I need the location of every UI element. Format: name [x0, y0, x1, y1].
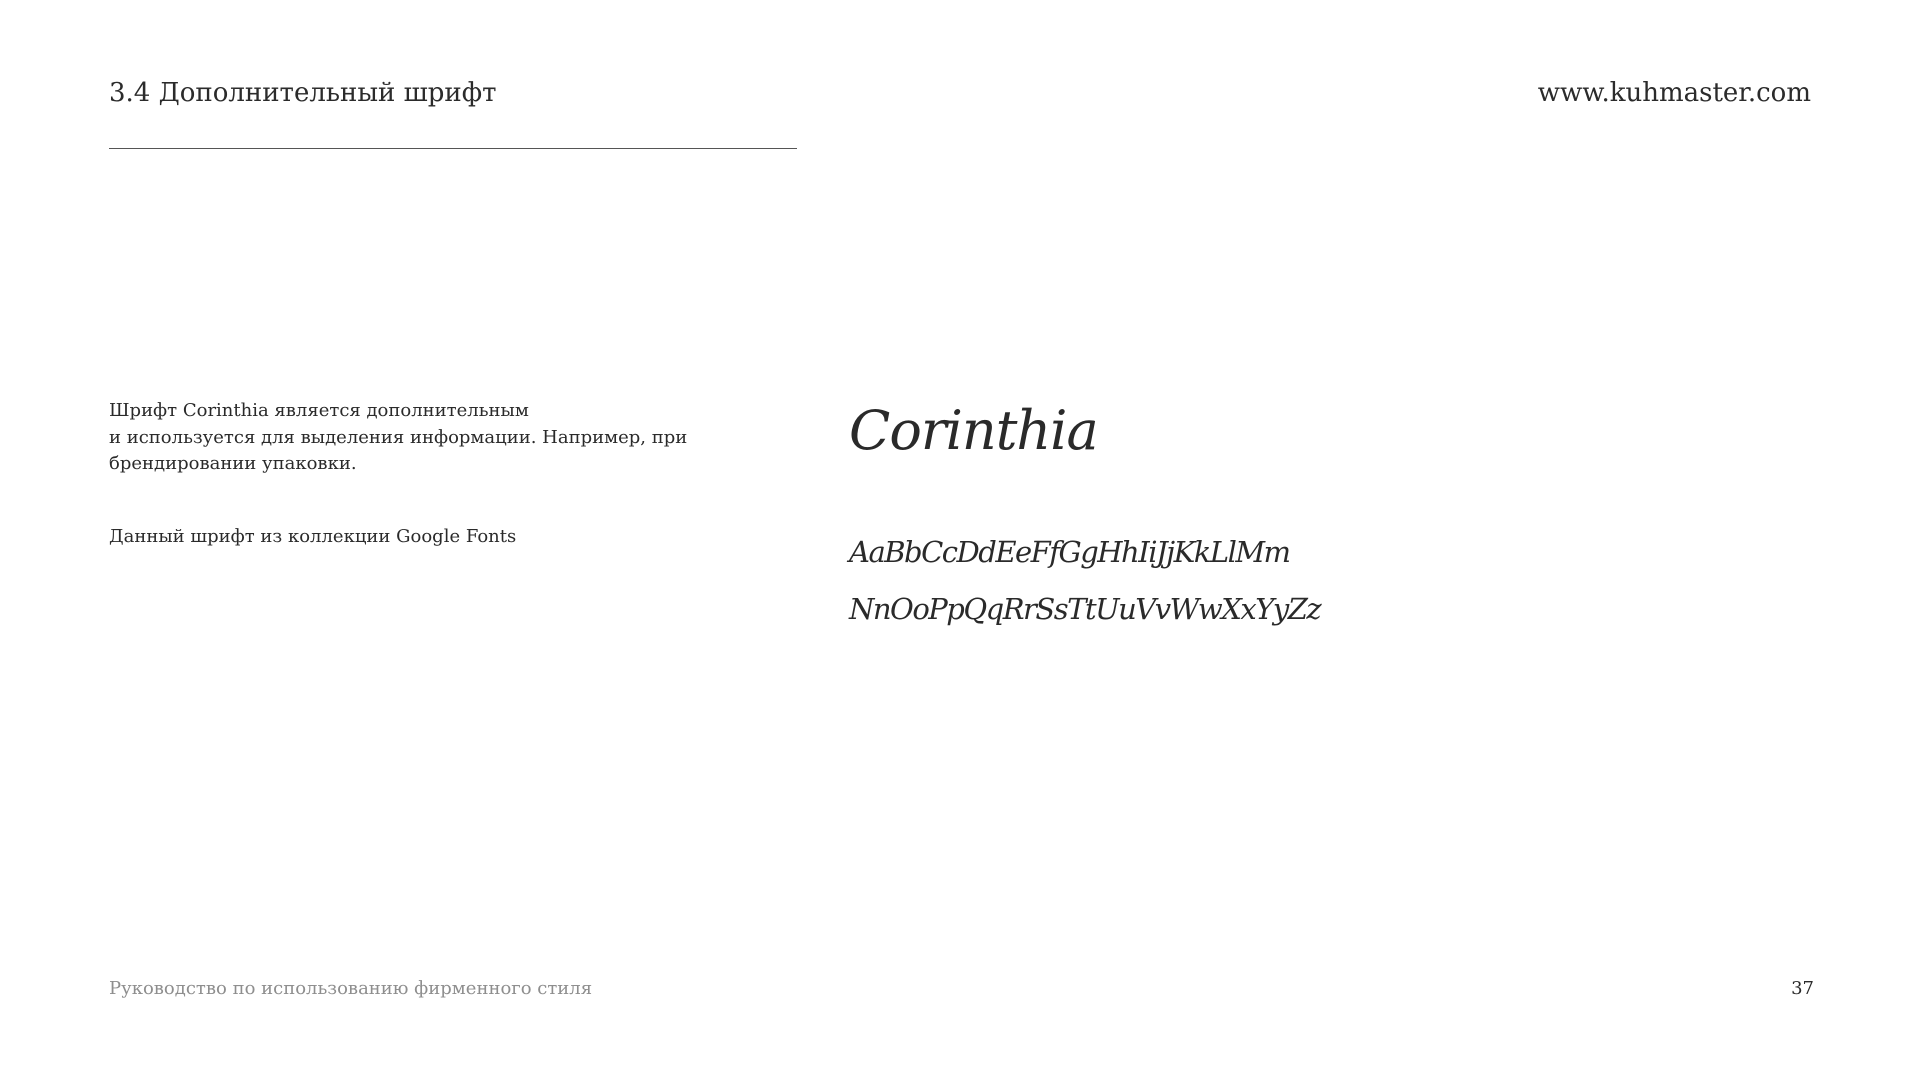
font-description	[109, 398, 709, 550]
description-line-1: Шрифт Corinthia является дополнительным	[109, 400, 529, 421]
page-number: 37	[1791, 978, 1814, 999]
alphabet-line-2: NnOoPpQqRrSsTtUuVvWwXxYyZz	[849, 592, 1321, 626]
description-line-2: и используется для выделения информации. Например, при	[109, 426, 688, 448]
alphabet-line-1: AaBbCcDdEeFfGgHhIiJjKkLlMm	[849, 535, 1290, 569]
description-paragraph	[109, 398, 709, 478]
alphabet-specimen	[849, 524, 1320, 638]
font-source-note: Данный шрифт из коллекции Google Fonts	[109, 525, 517, 547]
header-divider	[109, 148, 797, 149]
font-specimen-name: Corinthia	[849, 399, 1098, 462]
section-title: 3.4 Дополнительный шрифт	[109, 78, 497, 108]
description-line-3: брендировании упаковки.	[109, 453, 357, 474]
website-link[interactable]: www.kuhmaster.com	[1537, 78, 1811, 108]
guide-title: Руководство по использованию фирменного стиля	[109, 978, 593, 999]
